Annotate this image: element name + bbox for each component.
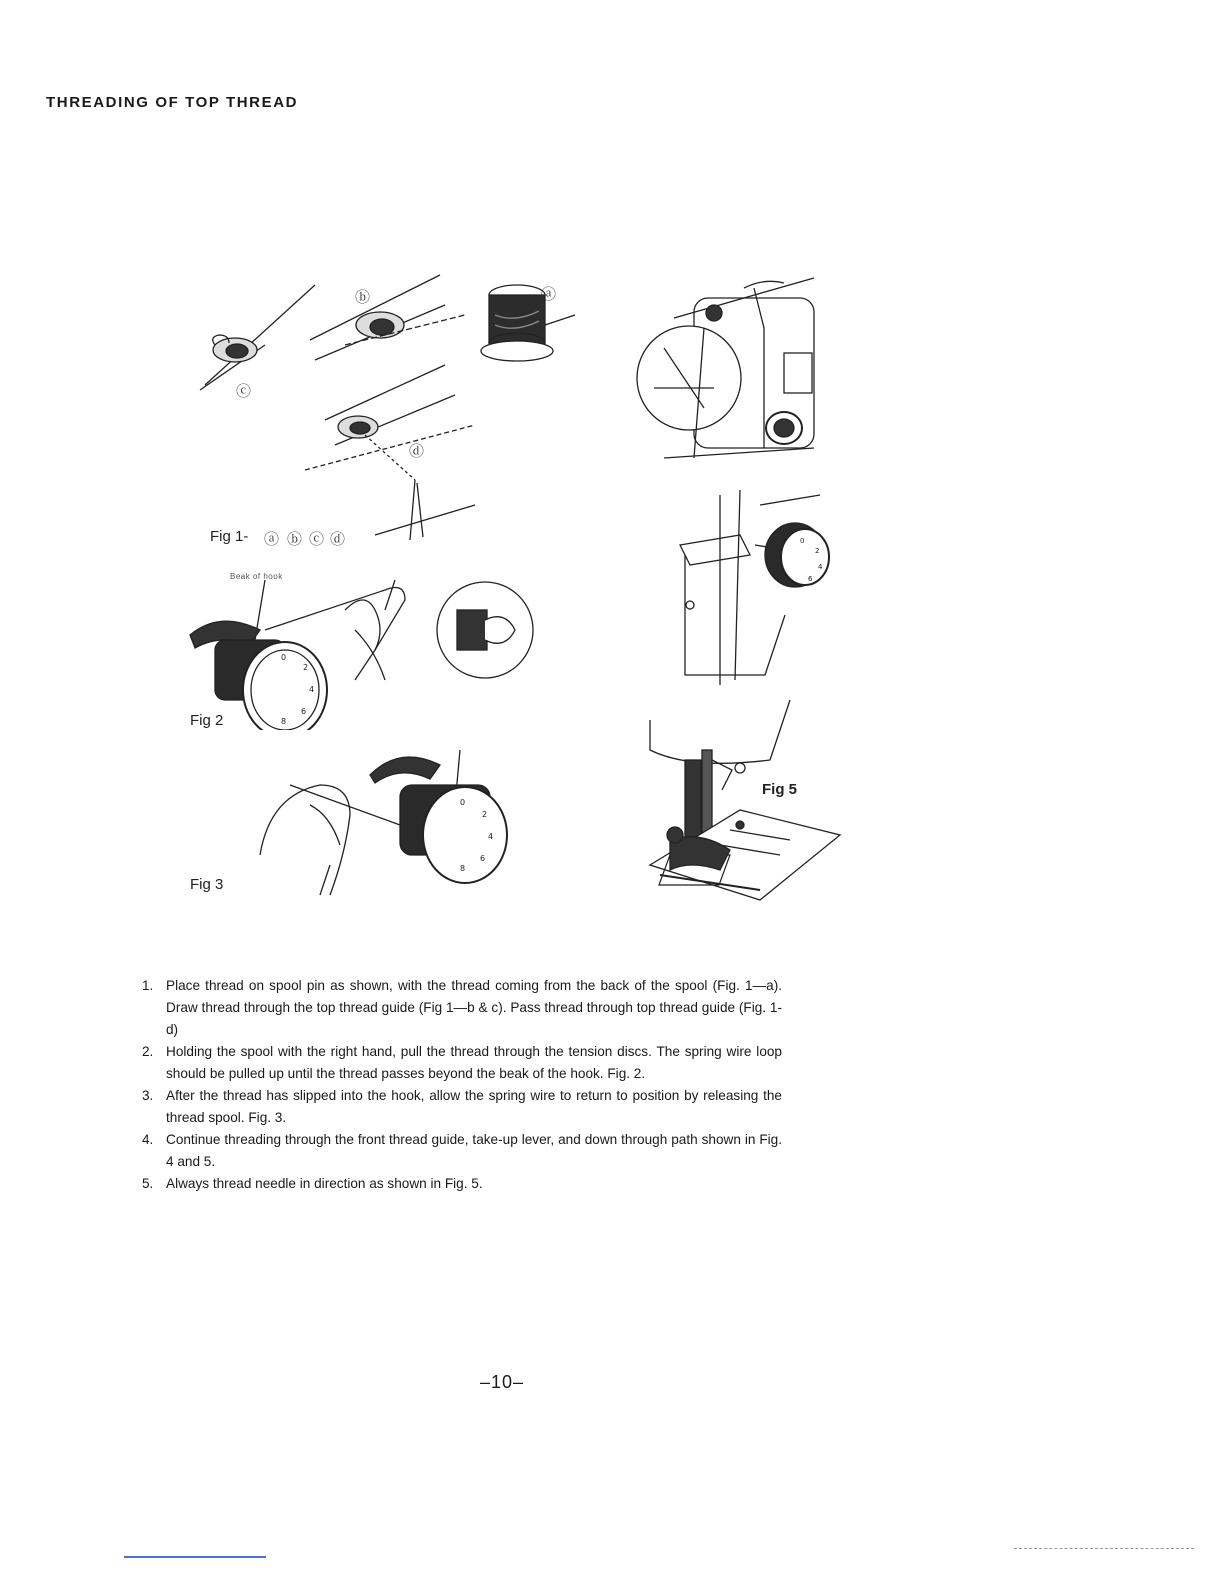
svg-text:6: 6 <box>480 854 486 863</box>
fig3-illustration <box>250 745 520 905</box>
svg-text:8: 8 <box>281 717 287 726</box>
footer-rule <box>124 1556 266 1558</box>
fig1-label-marker-a: ⓐ <box>264 531 280 548</box>
instruction-number: 2. <box>142 1044 154 1059</box>
instruction-item <box>142 1041 782 1085</box>
svg-text:2: 2 <box>303 663 309 672</box>
instruction-number: 4. <box>142 1132 154 1147</box>
svg-text:2: 2 <box>815 547 820 555</box>
svg-text:8: 8 <box>460 864 466 873</box>
fig1-label-marker-b: ⓑ <box>287 531 303 548</box>
instruction-number: 3. <box>142 1088 154 1103</box>
instruction-text: Continue threading through the front thread guide, take-up lever, and down through path shown in Fig. 4 and 5. <box>166 1132 782 1169</box>
instruction-text: Place thread on spool pin as shown, with the thread coming from the back of the spool (Fig. 1—a). Draw thread through the top thread guide (Fig 1—b & c). Pass thread through top thread guide (Fig. 1-d) <box>166 978 782 1037</box>
fig1-label: Fig 1- <box>210 528 249 545</box>
svg-text:4: 4 <box>309 685 315 694</box>
fig1-marker-b: ⓑ <box>355 289 371 306</box>
fig3-label: Fig 3 <box>190 876 224 893</box>
fig4-illustration <box>634 268 824 468</box>
fig1-marker-a: ⓐ <box>541 286 557 303</box>
svg-text:2: 2 <box>482 810 488 819</box>
fig1-marker-d: ⓓ <box>409 443 425 460</box>
instruction-item <box>142 1129 782 1173</box>
fig1-label-marker-d: ⓓ <box>330 531 346 548</box>
svg-text:4: 4 <box>818 563 823 571</box>
fig2-label: Fig 2 <box>190 712 224 729</box>
svg-text:6: 6 <box>808 575 813 583</box>
instruction-item <box>142 975 782 1041</box>
fig2-beak-label: Beak of hook <box>230 572 283 581</box>
instruction-item <box>142 1173 782 1195</box>
page-number: –10– <box>480 1372 525 1392</box>
instruction-number: 5. <box>142 1176 154 1191</box>
svg-text:6: 6 <box>301 707 307 716</box>
fig1-illustration <box>195 265 585 545</box>
instruction-text: Always thread needle in direction as shown in Fig. 5. <box>166 1176 483 1191</box>
fig1-label-marker-c: ⓒ <box>309 531 325 548</box>
fig5-illustration <box>630 690 845 905</box>
instructions-list <box>142 975 782 1195</box>
fig4-detail-illustration <box>660 485 840 685</box>
fig1-marker-c: ⓒ <box>236 383 252 400</box>
instruction-text: Holding the spool with the right hand, pull the thread through the tension discs. The spring wire loop should be pulled up until the thread passes beyond the beak of the hook. Fig. 2. <box>166 1044 782 1081</box>
svg-text:4: 4 <box>488 832 494 841</box>
instruction-number: 1. <box>142 978 154 993</box>
fig5-label: Fig 5 <box>762 781 798 798</box>
svg-text:0: 0 <box>460 798 466 807</box>
instruction-item <box>142 1085 782 1129</box>
svg-text:0: 0 <box>281 653 287 662</box>
svg-text:0: 0 <box>800 537 805 545</box>
page-title: THREADING OF TOP THREAD <box>46 94 299 111</box>
fig2-illustration <box>185 570 545 730</box>
footer-dash <box>1014 1548 1194 1549</box>
instruction-text: After the thread has slipped into the hook, allow the spring wire to return to position by releasing the thread spool. Fig. 3. <box>166 1088 782 1125</box>
